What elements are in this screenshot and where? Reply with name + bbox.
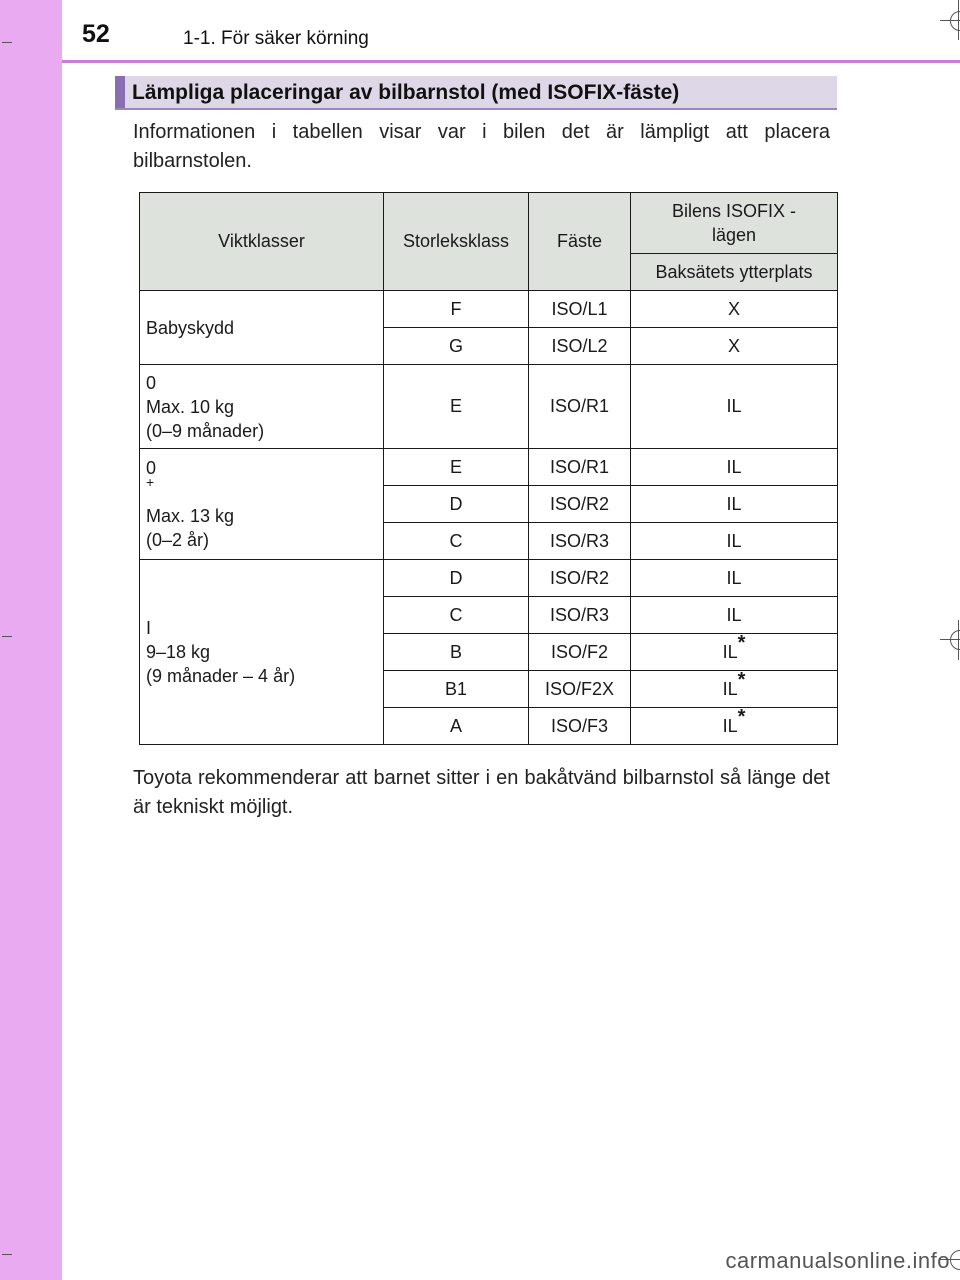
value-cell — [631, 705, 838, 745]
header-fixture: Fäste — [529, 193, 631, 291]
size-cell: D — [384, 486, 529, 523]
weight-line: 9–18 kg — [146, 642, 211, 662]
value-cell: X — [631, 291, 838, 328]
fixture-cell: ISO/R3 — [529, 597, 631, 634]
left-margin-band — [0, 0, 62, 1280]
value-cell: X — [631, 328, 838, 365]
size-cell: F — [384, 291, 529, 328]
size-cell: C — [384, 597, 529, 634]
footnote-star: * — [737, 631, 746, 654]
size-cell: B1 — [384, 671, 529, 708]
isofix-table — [139, 192, 838, 745]
weight-line: (0–2 år) — [146, 530, 210, 550]
header-weight: Viktklasser — [140, 193, 384, 291]
value-cell: IL — [631, 449, 838, 486]
header-positions-text: Bilens ISOFIX -lägen — [671, 201, 797, 245]
value-cell — [631, 631, 838, 671]
value-text: IL — [722, 715, 738, 736]
crop-mark-circle — [950, 1250, 960, 1270]
weight-line: (9 månader – 4 år) — [146, 666, 296, 686]
page-number: 52 — [82, 20, 110, 48]
weight-line: I — [146, 618, 152, 638]
footnote-star: * — [737, 668, 746, 691]
size-cell: G — [384, 328, 529, 365]
weight-line — [146, 456, 383, 504]
table-row — [140, 365, 838, 449]
section-heading — [115, 76, 837, 110]
intro-paragraph: Informationen i tabellen visar var i bilen det är lämpligt att placera bilbarnstolen. — [133, 121, 830, 172]
value-cell: IL — [631, 597, 838, 634]
section-heading-text: Lämpliga placeringar av bilbarnstol (med ISOFIX-fäste) — [132, 81, 680, 104]
outro-paragraph: Toyota rekommenderar att barnet sitter i en bakåtvänd bilbarnstol så länge det är tekniskt möjligt. — [133, 767, 830, 818]
size-cell: E — [384, 365, 529, 449]
crop-mark-line — [940, 20, 960, 21]
plus-superscript: + — [146, 474, 155, 490]
size-cell: A — [384, 708, 529, 745]
weight-line: (0–9 månader) — [146, 420, 265, 441]
header-rule — [62, 60, 960, 63]
size-cell: D — [384, 560, 529, 597]
header-outboard: Baksätets ytterplats — [631, 254, 838, 291]
crop-mark-line — [940, 639, 960, 640]
weight-cell — [140, 291, 384, 365]
watermark: carmanualsonline.info — [725, 1248, 950, 1273]
value-cell — [631, 668, 838, 708]
fixture-cell: ISO/R3 — [529, 523, 631, 560]
table-row — [140, 291, 838, 328]
crop-mark-line — [2, 636, 12, 637]
fixture-cell: ISO/R2 — [529, 560, 631, 597]
fixture-cell: ISO/F2 — [529, 634, 631, 671]
section-heading-accent — [115, 76, 125, 108]
size-cell: E — [384, 449, 529, 486]
weight-line: Max. 10 kg — [146, 396, 235, 417]
footnote-star: * — [737, 705, 746, 728]
value-cell: IL — [631, 523, 838, 560]
fixture-cell: ISO/R2 — [529, 486, 631, 523]
fixture-cell: ISO/R1 — [529, 365, 631, 449]
weight-line: Babyskydd — [146, 317, 235, 338]
value-cell: IL — [631, 365, 838, 449]
size-cell: C — [384, 523, 529, 560]
weight-class-label: 0 — [146, 458, 157, 478]
weight-cell — [140, 560, 384, 745]
chapter-title: 1-1. För säker körning — [183, 28, 369, 49]
fixture-cell: ISO/L1 — [529, 291, 631, 328]
value-text: IL — [722, 678, 738, 699]
weight-line: Max. 13 kg — [146, 506, 235, 526]
crop-mark-line — [958, 620, 959, 660]
weight-cell — [140, 449, 384, 560]
crop-mark-line — [958, 0, 959, 40]
crop-mark-line — [2, 42, 12, 43]
value-text: IL — [722, 641, 738, 662]
fixture-cell: ISO/R1 — [529, 449, 631, 486]
table-row — [140, 449, 838, 486]
header-size: Storleksklass — [384, 193, 529, 291]
fixture-cell: ISO/L2 — [529, 328, 631, 365]
weight-cell — [140, 365, 384, 449]
header-positions — [631, 193, 838, 254]
value-cell: IL — [631, 560, 838, 597]
weight-line: 0 — [146, 372, 157, 393]
size-cell: B — [384, 634, 529, 671]
crop-mark-line — [2, 1254, 12, 1255]
fixture-cell: ISO/F2X — [529, 671, 631, 708]
fixture-cell: ISO/F3 — [529, 708, 631, 745]
table-row — [140, 560, 838, 597]
value-cell: IL — [631, 486, 838, 523]
